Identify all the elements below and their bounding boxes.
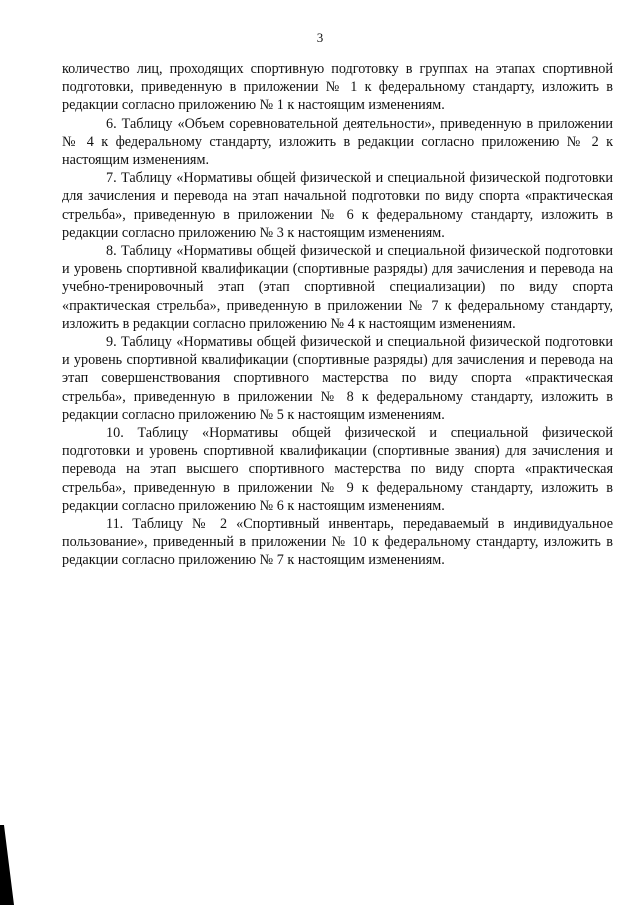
paragraph-item-7: 7. Таблицу «Нормативы общей физической и специальной физической подготовки для зачисления и перевода на этап начальной подготовки по виду спорта «практическая стрельба», приведенную в приложении № 6 к федеральному стандарту, изложить в редакции согласно приложению № 3 к настоящим изменениям. xyxy=(62,170,613,241)
paragraph-continuation: количество лиц, проходящих спортивную подготовку в группах на этапах спортивной подготовки, приведенную в приложении № 1 к федеральному стандарту, изложить в редакции согласно приложению № 1 к настоящим изменениям. xyxy=(62,61,613,114)
scan-edge-shadow xyxy=(0,825,20,905)
paragraph-item-11: 11. Таблицу № 2 «Спортивный инвентарь, передаваемый в индивидуальное пользование», приведенный в приложении № 10 к федеральному стандарту, изложить в редакции согласно приложению № 7 к настоящим изменениям. xyxy=(62,516,613,569)
page-number: 3 xyxy=(316,30,324,45)
document-body xyxy=(62,60,613,570)
paragraph-item-8: 8. Таблицу «Нормативы общей физической и специальной физической подготовки и уровень спортивной квалификации (спортивные разряды) для зачисления и перевода на учебно-тренировочный этап (этап спортивной специализации) по виду спорта «практическая стрельба», приведенную в приложении № 7 к федеральному стандарту, изложить в редакции согласно приложению № 4 к настоящим изменениям. xyxy=(62,243,613,332)
paragraph-item-6: 6. Таблицу «Объем соревновательной деятельности», приведенную в приложении № 4 к федеральному стандарту, изложить в редакции согласно приложению № 2 к настоящим изменениям. xyxy=(62,115,613,169)
paragraph-item-9: 9. Таблицу «Нормативы общей физической и специальной физической подготовки и уровень спортивной квалификации (спортивные разряды) для зачисления и перевода на этап совершенствования спортивного мастерства по виду спорта «практическая стрельба», приведенную в приложении № 8 к федеральному стандарту, изложить в редакции согласно приложению № 5 к настоящим изменениям. xyxy=(62,334,613,423)
paragraph-item-10: 10. Таблицу «Нормативы общей физической и специальной физической подготовки и уровень спортивной квалификации (спортивные звания) для зачисления и перевода на этап высшего спортивного мастерства по виду спорта «практическая стрельба», приведенную в приложении № 9 к федеральному стандарту, изложить в редакции согласно приложению № 6 к настоящим изменениям. xyxy=(62,425,613,514)
